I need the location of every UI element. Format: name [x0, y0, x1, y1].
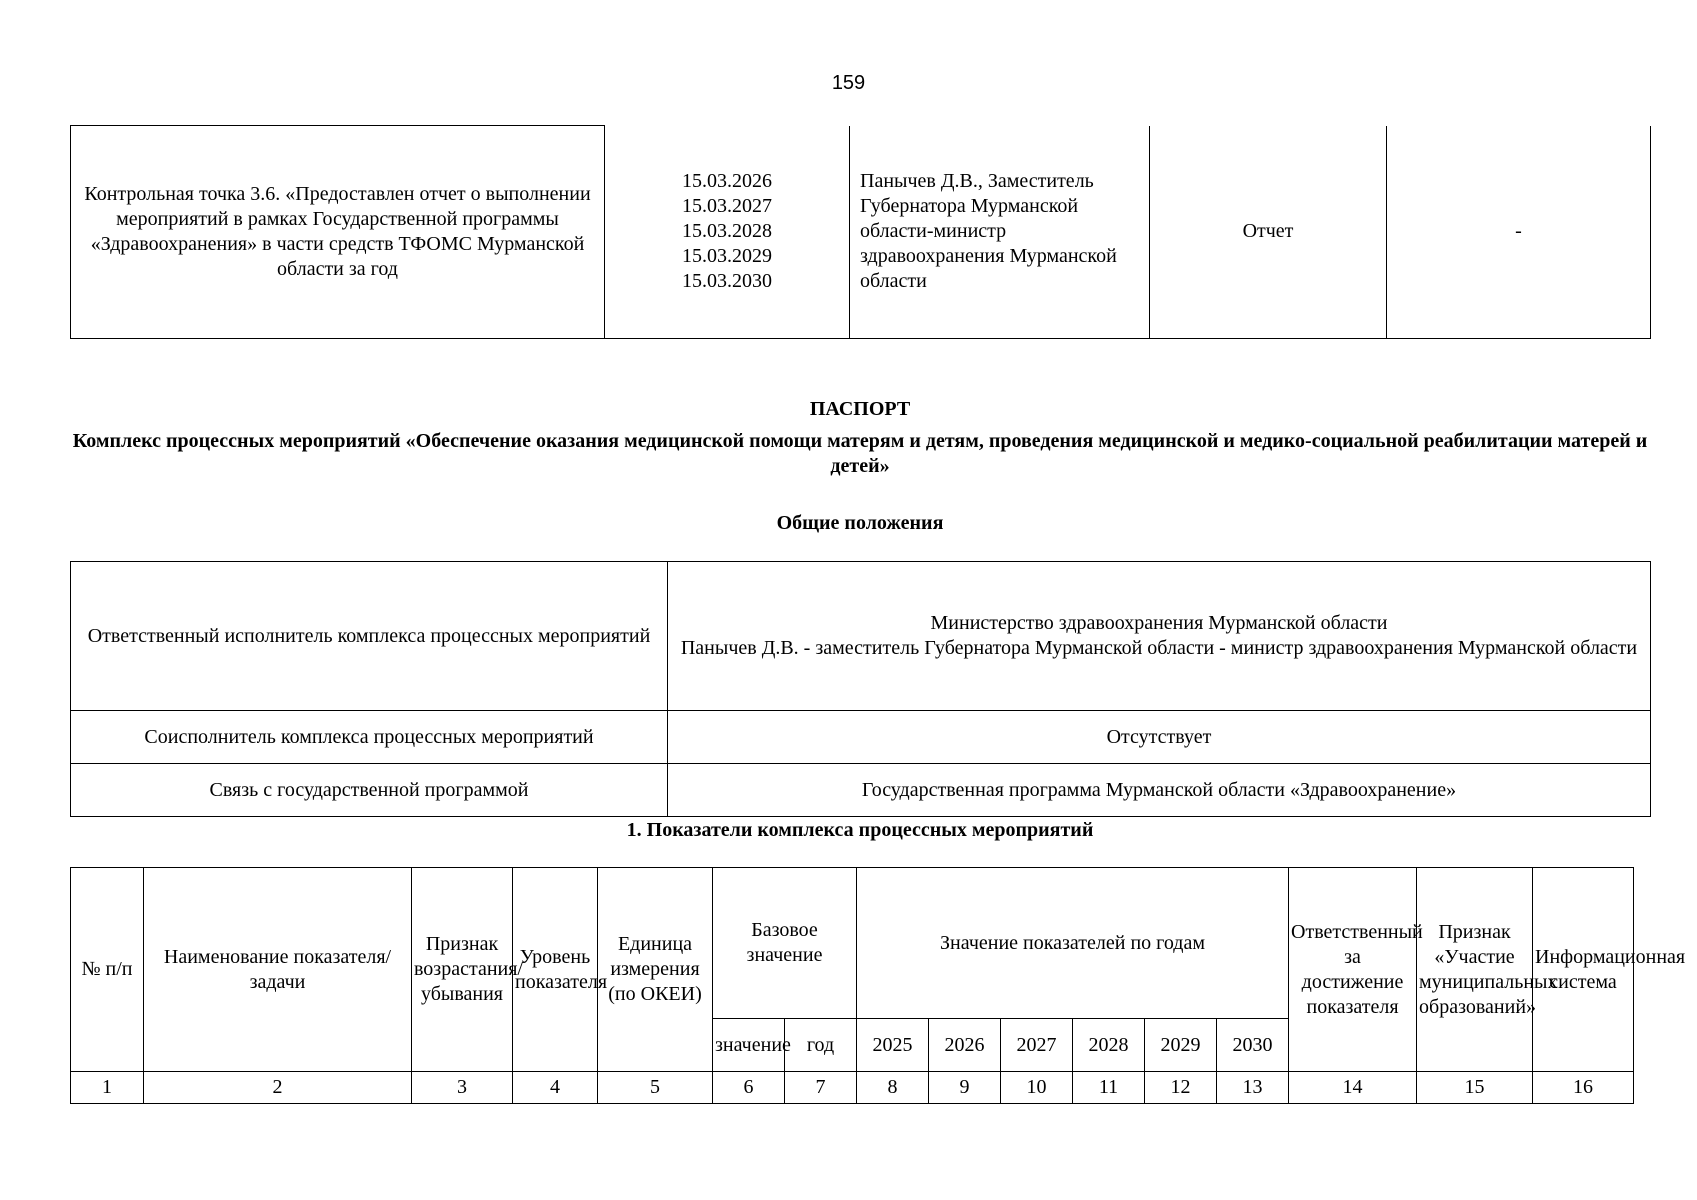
header-unit: Единица измерения (по ОКЕИ): [598, 868, 713, 1072]
header-level: Уровень показателя: [513, 868, 598, 1072]
value-line: Панычев Д.В. - заместитель Губернатора Мурманской области - министр здравоохранения Мурманской области: [680, 637, 1638, 659]
column-number: 8: [857, 1072, 929, 1104]
column-number: 11: [1073, 1072, 1145, 1104]
column-number: 7: [785, 1072, 857, 1104]
control-point-info-system: -: [1387, 126, 1651, 339]
header-year-2028: 2028: [1073, 1019, 1145, 1072]
column-number: 13: [1217, 1072, 1289, 1104]
date-2030: 15.03.2030: [682, 270, 772, 293]
column-number: 4: [513, 1072, 598, 1104]
column-number: 16: [1533, 1072, 1634, 1104]
column-number: 1: [71, 1072, 144, 1104]
table-row: [71, 711, 1651, 764]
header-municipal: Признак «Участие муниципальных образований»: [1417, 868, 1533, 1072]
header-num: № п/п: [71, 868, 144, 1072]
general-heading: Общие положения: [776, 512, 944, 534]
control-point-doc-type: Отчет: [1150, 126, 1387, 339]
indicators-table: [70, 867, 1686, 1104]
indicators-heading: 1. Показатели комплекса процессных мероприятий: [626, 819, 1094, 841]
column-number: 3: [412, 1072, 513, 1104]
header-info-system: Информационная система: [1533, 868, 1634, 1072]
header-row: [71, 868, 1634, 1019]
passport-subtitle: Комплекс процессных мероприятий «Обеспечение оказания медицинской помощи матерям и детям, проведения медицинской и медико-социальной реабилитации матерей и детей»: [72, 430, 1648, 477]
general-provisions-table: [70, 561, 1651, 817]
header-year-2026: 2026: [929, 1019, 1001, 1072]
column-number: 15: [1417, 1072, 1533, 1104]
date-2029: 15.03.2029: [682, 245, 772, 268]
passport-title: ПАСПОРТ: [809, 398, 911, 420]
column-number: 9: [929, 1072, 1001, 1104]
date-2028: 15.03.2028: [682, 220, 772, 243]
column-number: 2: [144, 1072, 412, 1104]
column-number-row: [71, 1072, 1634, 1104]
column-number: 5: [598, 1072, 713, 1104]
column-number: 14: [1289, 1072, 1417, 1104]
control-point-table: [70, 125, 1651, 339]
column-number: 12: [1145, 1072, 1217, 1104]
table-row: [71, 764, 1651, 817]
row-label: Связь с государственной программой: [71, 764, 668, 817]
control-point-responsible: Панычев Д.В., Заместитель Губернатора Мурманской области-министр здравоохранения Мурманской области: [850, 126, 1150, 339]
control-point-row: [71, 126, 1651, 339]
header-year-2030: 2030: [1217, 1019, 1289, 1072]
control-point-dates: [605, 126, 850, 339]
page-number: 159: [831, 72, 866, 94]
header-responsible: Ответственный за достижение показателя: [1289, 868, 1417, 1072]
row-value: Отсутствует: [668, 711, 1651, 764]
header-year-2029: 2029: [1145, 1019, 1217, 1072]
header-base: Базовое значение: [713, 868, 857, 1019]
control-point-name: Контрольная точка 3.6. «Предоставлен отчет о выполнении мероприятий в рамках Государственной программы «Здравоохранения» в части средств ТФОМС Мурманской области за год: [71, 126, 605, 339]
header-sign: Признак возрастания/ убывания: [412, 868, 513, 1072]
header-year-2027: 2027: [1001, 1019, 1073, 1072]
header-name: Наименование показателя/задачи: [144, 868, 412, 1072]
date-2026: 15.03.2026: [682, 170, 772, 193]
column-number: 10: [1001, 1072, 1073, 1104]
header-year-2025: 2025: [857, 1019, 929, 1072]
table-row: [71, 562, 1651, 711]
date-2027: 15.03.2027: [682, 195, 772, 218]
column-number: 6: [713, 1072, 785, 1104]
row-label: Ответственный исполнитель комплекса процессных мероприятий: [71, 562, 668, 711]
row-label: Соисполнитель комплекса процессных мероприятий: [71, 711, 668, 764]
value-line: Министерство здравоохранения Мурманской области: [930, 612, 1388, 634]
row-value: [668, 562, 1651, 711]
row-value: Государственная программа Мурманской области «Здравоохранение»: [668, 764, 1651, 817]
header-values-by-year: Значение показателей по годам: [857, 868, 1289, 1019]
header-base-year: год: [785, 1019, 857, 1072]
header-base-value: значение: [713, 1019, 785, 1072]
